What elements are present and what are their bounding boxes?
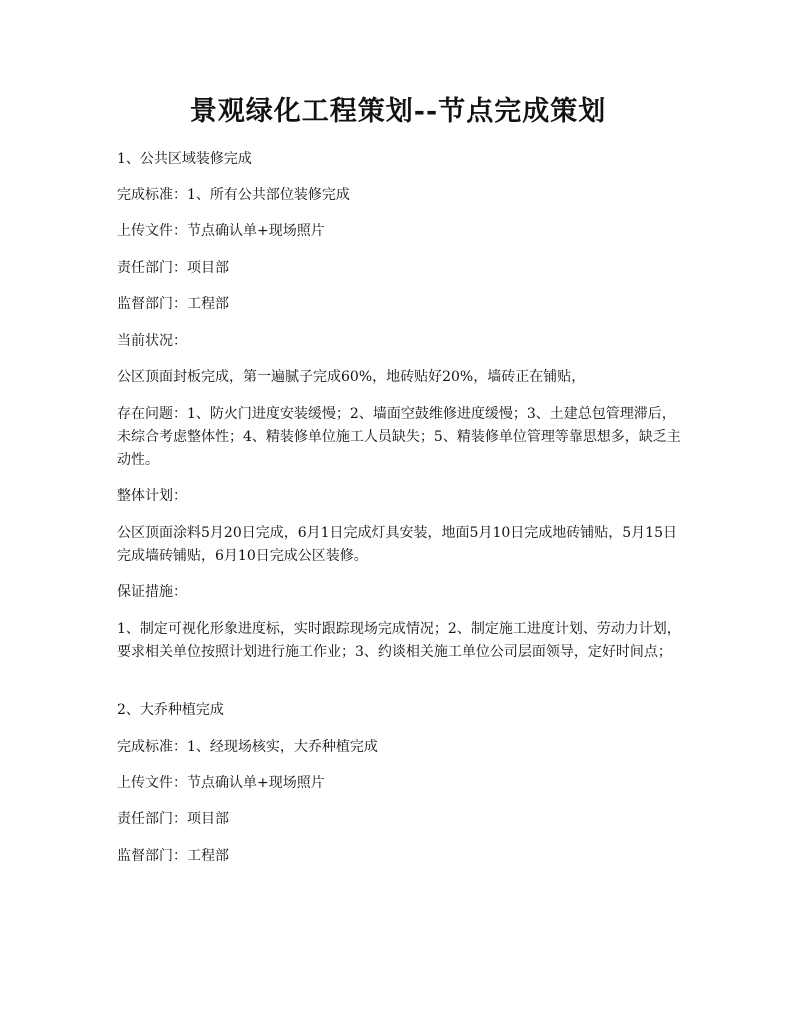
paragraph: 1、制定可视化形象进度标，实时跟踪现场完成情况；2、制定施工进度计划、劳动力计划，要求相关单位按照计划进行施工作业；3、约谈相关施工单位公司层面领导，定好时间点；: [117, 621, 681, 660]
paragraph: 上传文件：节点确认单+现场照片: [117, 775, 325, 791]
paragraph: 上传文件：节点确认单+现场照片: [117, 223, 325, 239]
section-heading: 1、公共区域装修完成: [117, 151, 252, 167]
paragraph: 完成标准：1、经现场核实，大乔种植完成: [117, 739, 378, 755]
paragraph: 公区顶面封板完成，第一遍腻子完成60%，地砖贴好20%，墙砖正在铺贴，: [117, 369, 586, 385]
paragraph: 完成标准：1、所有公共部位装修完成: [117, 187, 350, 203]
paragraph: 责任部门：项目部: [117, 811, 229, 827]
paragraph: 存在问题：1、防火门进度安装缓慢；2、墙面空鼓维修进度缓慢；3、土建总包管理滞后，未综合考虑整体性；4、精装修单位施工人员缺失；5、精装修单位管理等靠思想多，缺乏主动性。: [117, 406, 681, 468]
paragraph: 责任部门：项目部: [117, 260, 229, 276]
paragraph: 整体计划：: [117, 488, 187, 504]
paragraph: 保证措施：: [117, 584, 187, 600]
section-heading: 2、大乔种植完成: [117, 702, 224, 718]
paragraph: 当前状况：: [117, 333, 187, 349]
page-title: 景观绿化工程策划--节点完成策划: [189, 96, 607, 127]
paragraph: 监督部门：工程部: [117, 296, 229, 312]
paragraph: 监督部门：工程部: [117, 848, 229, 864]
paragraph: 公区顶面涂料5月20日完成，6月1日完成灯具安装，地面5月10日完成地砖铺贴，5月15日完成墙砖铺贴，6月10日完成公区装修。: [117, 525, 677, 564]
